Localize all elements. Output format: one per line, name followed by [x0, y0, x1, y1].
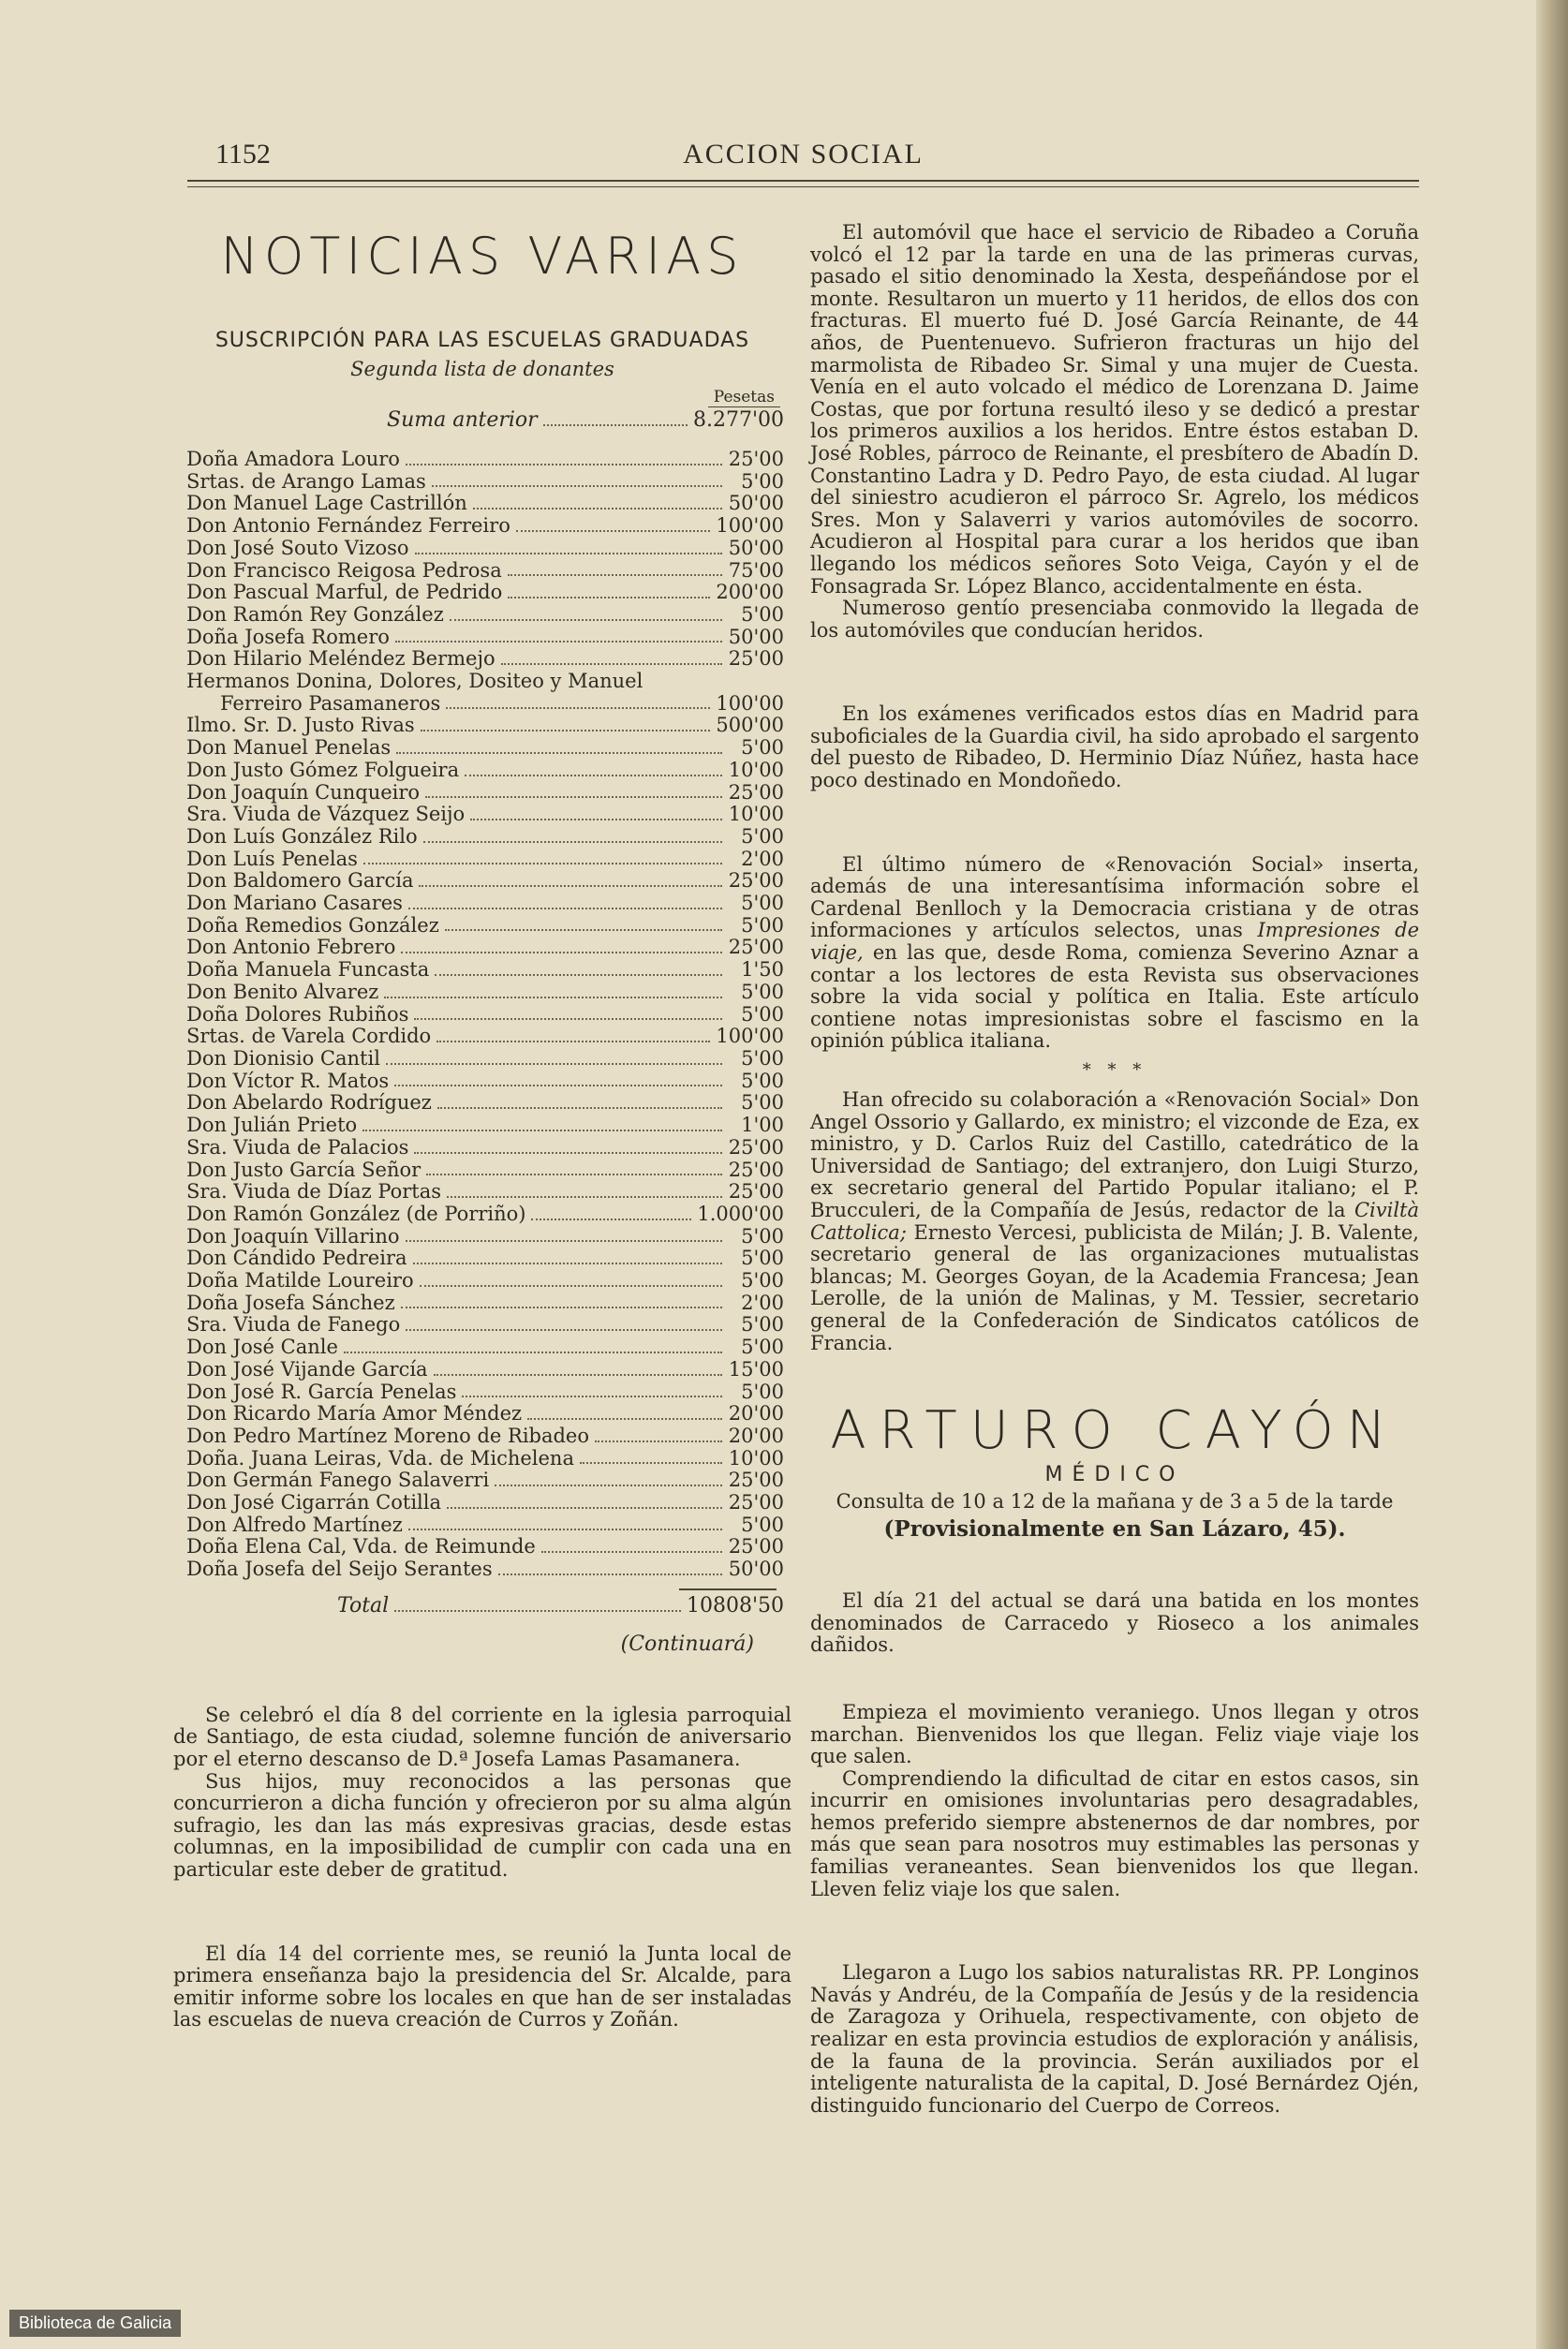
donor-amount: 5'00 [741, 1046, 784, 1070]
donor-amount: 100'00 [716, 514, 784, 538]
donor-name: Doña Dolores Rubiños [186, 1002, 409, 1026]
previous-sum-label: Suma anterior [387, 408, 538, 432]
donor-row [186, 1559, 784, 1581]
donor-name: Don Pascual Marful, de Pedrido [186, 581, 503, 604]
donor-name: Sra. Viuda de Palacios [186, 1135, 409, 1159]
ad-name: ARTURO CAYÓN [830, 1400, 1399, 1462]
donor-amount: 10'00 [728, 803, 784, 826]
donor-amount: 1'50 [741, 958, 784, 982]
donor-amount: 5'00 [741, 602, 784, 626]
donor-amount: 2'00 [741, 847, 784, 870]
donor-row [186, 471, 784, 494]
news-accident: El automóvil que hace el servicio de Ribadeo a Coruña volcó el 12 par la tarde en una de las primeras curvas, pasado el sitio denominado la Xesta, despeñándose por el monte. Resultaron un muerto y 11 heridos, de ellos dos con fracturas. El muerto fué D. José García Reinante, de 44 años, de Puentenuevo. Sufrieron fracturas un hijo del marmolista de Ribadeo Sr. Simal y una mujer de Cuesta. Venía en el auto volcado el médico de Lorenzana D. Jaime Costas, que por fortuna resultó ileso y se dedicó a prestar los primeros auxilios a los heridos. Entre éstos estaban D. José Robles, párroco de Reinante, el presbítero de Abadín D. Constantino Ladra y D. Pedro Payo, de esta ciudad. Al lugar del siniestro acudieron el párroco Sr. Agrelo, los médicos Sres. Mon y Salaverri y varios automóviles de socorro. Acudieron al Hospital para curar a los heridos que iban llegando los médicos señores Soto Veiga, Cayón y el de Fonsagrada Sr. López Blanco, accidentalmente en ésta. Numeroso gentío presenciaba conmovido la llegada de los automóviles que conducían heridos. [810, 221, 1419, 642]
donor-row [186, 493, 784, 515]
subscription-title: SUSCRIPCIÓN PARA LAS ESCUELAS GRADUADAS [214, 329, 750, 352]
donor-row [186, 915, 784, 938]
donor-amount: 5'00 [741, 980, 784, 1003]
donor-name: Don José R. García Penelas [186, 1380, 457, 1403]
donor-row [186, 1403, 784, 1426]
section-divider: * * * [1082, 1060, 1147, 1080]
continued-note: (Continuará) [620, 1632, 754, 1656]
currency-header: Pesetas [173, 388, 791, 406]
donor-amount: 500'00 [716, 714, 784, 737]
donor-name: Doña Remedios González [186, 913, 439, 937]
donor-amount: 25'00 [728, 780, 784, 804]
donor-name: Don Abelardo Rodríguez [186, 1091, 432, 1115]
donor-row [186, 1426, 784, 1448]
list-subtitle: Segunda lista de donantes [350, 358, 614, 380]
donor-name: Don Alfredo Martínez [186, 1513, 403, 1536]
donor-amount: 50'00 [728, 492, 784, 515]
donor-name: Sra. Viuda de Vázquez Seijo [186, 803, 466, 826]
donor-row [186, 804, 784, 826]
donor-name: Ilmo. Sr. D. Justo Rivas [186, 714, 415, 737]
news-naturalists: Llegaron a Lugo los sabios naturalistas RR. PP. Longinos Navás y Andréu, de la Compañía de Jesús y de la residencia de Zaragoza y Orihuela, respectivamente, con objeto de realizar en esta provincia estudios de exploración y análisis, de la fauna de la provincia. Serán auxiliados por el inteligente naturalista de la capital, D. José Bernárdez Ojén, distinguido funcionario del Cuerpo de Correos. [810, 1961, 1419, 2117]
ad-role: MÉDICO [1044, 1463, 1185, 1487]
total-amount: 10808'50 [686, 1593, 784, 1618]
donor-amount: 25'00 [728, 1135, 784, 1159]
donor-name: Don Cándido Pedreira [186, 1247, 407, 1270]
donor-name: Don José Cigarrán Cotilla [186, 1491, 441, 1514]
previous-sum-row [173, 408, 791, 432]
donor-row [186, 449, 784, 471]
donor-name: Don Manuel Penelas [186, 736, 392, 760]
donor-row [186, 538, 784, 560]
binding-edge [1536, 0, 1568, 2349]
donor-row [186, 515, 784, 538]
page-header [187, 139, 1419, 176]
donor-name: Sra. Viuda de Díaz Portas [186, 1180, 442, 1204]
library-credit: Biblioteca de Galicia [9, 2310, 181, 2337]
donor-row-multiline: Hermanos Donina, Dolores, Dositeo y Manuel Ferreiro Pasamaneros 100'00 [186, 670, 784, 715]
donor-amount: 25'00 [728, 1158, 784, 1181]
donor-amount: 25'00 [728, 647, 784, 671]
donor-amount: 200'00 [716, 581, 784, 604]
donor-name: Don Mariano Casares [186, 892, 403, 915]
donor-name: Don Francisco Reigosa Pedrosa [186, 558, 502, 582]
donor-row [186, 1137, 784, 1160]
donor-name: Don Joaquín Villarino [186, 1224, 400, 1248]
donor-row [186, 627, 784, 649]
donor-row [186, 1026, 784, 1048]
donor-row [186, 1492, 784, 1514]
donor-amount: 5'00 [741, 1247, 784, 1270]
donor-row [186, 1004, 784, 1027]
section-title: NOTICIAS VARIAS [220, 227, 745, 286]
donor-row [186, 1160, 784, 1182]
running-title: ACCION SOCIAL [683, 139, 924, 170]
donor-name: Doña Josefa Sánchez [186, 1291, 395, 1314]
donor-name: Srtas. de Varela Cordido [186, 1025, 432, 1048]
donor-name: Don Antonio Febrero [186, 936, 396, 959]
news-summer: Empieza el movimiento veraniego. Unos llegan y otros marchan. Bienvenidos los que llegan. Feliz viaje viaje los que salen. Comprendiendo la dificultad de citar en estos casos, sin incurrir en omisiones involuntarias pero desagradables, hemos preferido siempre abstenernos de dar nombres, por más que sean para nosotros muy estimables las personas y familias veraneantes. Sean bienvenidos los que llegan. Lleven feliz viaje los que salen. [810, 1700, 1419, 1900]
donor-row [186, 1381, 784, 1404]
total-rule [679, 1588, 777, 1590]
donor-name: Don Julián Prieto [186, 1114, 358, 1137]
donor-row [186, 1514, 784, 1537]
donor-amount: 5'00 [741, 913, 784, 937]
donor-row [186, 760, 784, 782]
donor-name: Doña Elena Cal, Vda. de Reimunde [186, 1535, 536, 1559]
donor-row [186, 1071, 784, 1093]
donor-name: Don Ramón González (de Porriño) [186, 1202, 526, 1225]
donor-name: Don Manuel Lage Castrillón [186, 492, 467, 515]
donor-row [186, 1314, 784, 1337]
donor-amount: 25'00 [728, 1469, 784, 1492]
donor-row [186, 737, 784, 760]
donor-amount: 5'00 [741, 1336, 784, 1359]
news-collaboration: Han ofrecido su colaboración a «Renovación Social» Don Angel Ossorio y Gallardo, ex ministro; el vizconde de Eza, ex ministro, y D. Carlos Ruiz del Castillo, catedrático de la Universidad de Santiago; del extranjero, don Luigi Sturzo, ex secretario general del Partido Popular italiano; el P. Brucculeri, de la Compañía de Jesús, redactor de la Civiltà Cattolica; Ernesto Vercesi, publicista de Milán; J. B. Valente, secretario general de las organizaciones mutualistas blancas; M. Georges Goyan, de la Academia Francesa; Jean Lerolle, de la unión de Malinas, y M. Tessier, secretario general de la Confederación de Sindicatos católicos de Francia. [810, 1088, 1419, 1354]
donor-name: Don José Souto Vizoso [186, 536, 409, 559]
donor-row [186, 849, 784, 871]
donor-amount: 5'00 [741, 1513, 784, 1536]
donor-amount: 5'00 [741, 1002, 784, 1026]
donor-name: Don Ramón Rey González [186, 602, 444, 626]
donor-row [186, 1248, 784, 1270]
advertisement [810, 1400, 1419, 1543]
donor-amount: 100'00 [716, 1025, 784, 1048]
donor-amount: 10'00 [728, 1446, 784, 1470]
donor-row [186, 893, 784, 915]
news-renovacion: El último número de «Renovación Social» inserta, además de una interesantísima información sobre el Cardenal Benlloch y la Democracia cristiana y de otras informaciones y artículos selectos, unas Impresiones de viaje, en las que, desde Roma, comienza Severino Aznar a contar a los lectores de esta Revista sus observaciones sobre la vida social y política en Italia. Este artículo contiene notas impresionistas sobre el fascismo en la opinión pública italiana. [810, 852, 1420, 1053]
donor-amount: 5'00 [741, 892, 784, 915]
donor-amount: 75'00 [728, 558, 784, 582]
donor-amount: 25'00 [728, 1535, 784, 1559]
donor-row [186, 582, 784, 604]
donor-row [186, 1359, 784, 1381]
donor-amount: 25'00 [728, 936, 784, 959]
donor-row [186, 648, 784, 671]
donor-row [186, 1204, 784, 1226]
donor-name: Don Benito Alvarez [186, 980, 379, 1003]
donor-amount: 10'00 [728, 758, 784, 781]
page-number: 1152 [215, 139, 271, 170]
news-batida: El día 21 del actual se dará una batida en los montes denominados de Carracedo y Rioseco a los animales dañidos. [810, 1589, 1419, 1657]
donor-name: Doña Manuela Funcasta [186, 958, 430, 982]
donor-amount: 1'00 [741, 1114, 784, 1137]
donor-amount: 50'00 [728, 625, 784, 648]
donor-name: Srtas. de Arango Lamas [186, 469, 426, 493]
donor-row [186, 982, 784, 1004]
header-rule [187, 180, 1419, 187]
donor-amount: 25'00 [728, 1180, 784, 1204]
donor-name: Don José Canle [186, 1336, 338, 1359]
donor-amount: 50'00 [728, 536, 784, 559]
donor-row [186, 826, 784, 849]
donor-name: Don Hilario Meléndez Bermejo [186, 647, 496, 671]
donor-row [186, 560, 784, 583]
donor-name: Sra. Viuda de Fanego [186, 1313, 401, 1337]
donor-amount: 25'00 [728, 448, 784, 470]
donor-name: Don Luís González Rilo [186, 824, 418, 848]
donor-amount: 5'00 [741, 736, 784, 760]
donor-row [186, 1048, 784, 1071]
donor-amount: 5'00 [741, 1091, 784, 1115]
donor-row [186, 1448, 784, 1470]
donor-row [186, 1270, 784, 1293]
donor-row [186, 1181, 784, 1204]
donor-amount: 5'00 [741, 1313, 784, 1337]
news-junta: El día 14 del corriente mes, se reunió la Junta local de primera enseñanza bajo la presidencia del Sr. Alcalde, para emitir informe sobre los locales en que han de ser instaladas las escuelas de nueva creación de Curros y Zoñán. [173, 1942, 791, 2031]
donor-name: Doña Josefa Romero [186, 625, 390, 648]
donor-amount: 1.000'00 [697, 1202, 784, 1225]
donor-name: Don Luís Penelas [186, 847, 358, 870]
donor-list [173, 449, 791, 671]
donor-row [186, 1293, 784, 1315]
total-label: Total [337, 1593, 390, 1618]
donor-row [186, 1226, 784, 1248]
donor-row [186, 937, 784, 959]
ad-address: (Provisionalmente en San Lázaro, 45). [883, 1516, 1346, 1543]
donor-amount: 5'00 [741, 1380, 784, 1403]
ad-hours: Consulta de 10 a 12 de la mañana y de 3 a 5 de la tarde [836, 1490, 1394, 1514]
donor-name: Don Ricardo María Amor Méndez [186, 1402, 523, 1426]
donor-amount: 5'00 [741, 1069, 784, 1092]
donor-name: Don Joaquín Cunqueiro [186, 780, 421, 804]
donor-name: Doña Josefa del Seijo Serantes [186, 1558, 493, 1581]
news-anniversary: Se celebró el día 8 del corriente en la iglesia parroquial de Santiago, de esta ciudad, solemne función de aniversario por el eterno descanso de D.ª Josefa Lamas Pasamanera. Sus hijos, muy reconocidos a las personas que concurrieron a dicha función y ofrecieron por su alma algún sufragio, les dan las más expresivas gracias, desde estas columnas, en la imposibilidad de cumplir con cada una en particular este deber de gratitud. [173, 1703, 791, 1882]
donor-row [186, 1337, 784, 1359]
donor-row [186, 959, 784, 982]
donor-row [186, 1536, 784, 1559]
previous-sum-amount: 8.277'00 [692, 408, 784, 432]
donor-name: Don José Vijande García [186, 1357, 428, 1381]
donor-row [186, 870, 784, 893]
donor-amount: 5'00 [741, 469, 784, 493]
donor-amount: 2'00 [741, 1291, 784, 1314]
donor-amount: 15'00 [728, 1357, 784, 1381]
left-column [173, 215, 791, 2031]
donor-row [186, 1092, 784, 1115]
donor-row [186, 1470, 784, 1492]
donor-name: Don Pedro Martínez Moreno de Ribadeo [186, 1424, 590, 1447]
donor-row [186, 715, 784, 737]
donor-name: Doña Matilde Loureiro [186, 1269, 414, 1293]
donor-row [186, 604, 784, 627]
donor-name: Don Germán Fanego Salaverri [186, 1469, 490, 1492]
donor-amount: 20'00 [728, 1424, 784, 1447]
donor-name: Don Víctor R. Matos [186, 1069, 390, 1092]
donor-name: Don Justo García Señor [186, 1158, 422, 1181]
donor-amount: 50'00 [728, 1558, 784, 1581]
donor-row [186, 1115, 784, 1137]
donor-row [186, 782, 784, 805]
donor-name: Don Baldomero García [186, 869, 414, 893]
total-row [173, 1594, 791, 1618]
donor-list-continued [173, 715, 791, 1580]
donor-amount: 5'00 [741, 824, 784, 848]
donor-amount: 25'00 [728, 869, 784, 893]
donor-amount: 25'00 [728, 1491, 784, 1514]
news-exams: En los exámenes verificados estos días en Madrid para suboficiales de la Guardia civil, ha sido aprobado el sargento del puesto de Ribadeo, D. Herminio Díaz Núñez, hasta hace poco destinado en Mondoñedo. [810, 702, 1419, 792]
donor-name: Don Antonio Fernández Ferreiro [186, 514, 510, 538]
donor-name: Don Justo Gómez Folgueira [186, 758, 460, 781]
donor-amount: 5'00 [741, 1269, 784, 1293]
donor-name: Doña Amadora Louro [186, 448, 400, 470]
donor-name: Don Dionisio Cantil [186, 1046, 380, 1070]
donor-name: Doña. Juana Leiras, Vda. de Michelena [186, 1446, 574, 1470]
right-column [810, 222, 1419, 2117]
donor-amount: 5'00 [741, 1224, 784, 1248]
donor-amount: 20'00 [728, 1402, 784, 1426]
